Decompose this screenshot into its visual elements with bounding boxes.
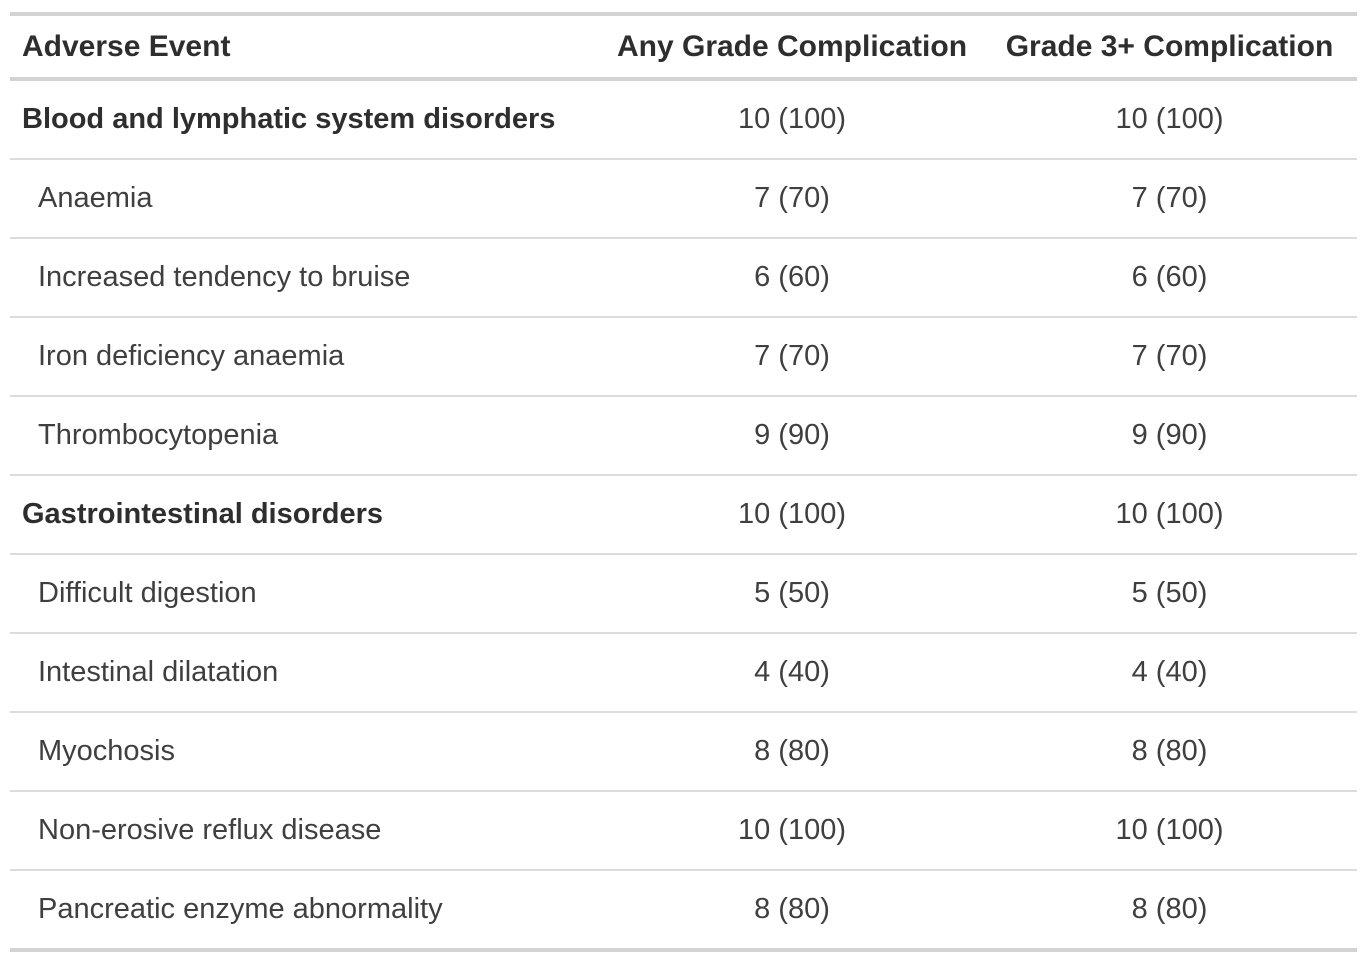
- table-header-row: [10, 12, 1357, 81]
- table-row: [10, 555, 1357, 634]
- any-grade-cell: 10 (100): [737, 102, 846, 135]
- any-grade-cell: 7 (70): [754, 181, 830, 214]
- column-header-adverse-event: Adverse Event: [22, 30, 231, 63]
- table-row: [10, 160, 1357, 239]
- table-row-group: [10, 476, 1357, 555]
- grade3-cell: 10 (100): [1115, 102, 1224, 135]
- any-grade-cell: 10 (100): [737, 813, 846, 846]
- grade3-cell: 8 (80): [1131, 892, 1208, 925]
- table-row: [10, 634, 1357, 713]
- adverse-events-table: [10, 12, 1357, 952]
- grade3-cell: 8 (80): [1131, 734, 1208, 767]
- adverse-event-cell: Pancreatic enzyme abnormality: [38, 892, 443, 925]
- table-row: [10, 239, 1357, 318]
- grade3-cell: 5 (50): [1131, 576, 1208, 609]
- adverse-event-cell: Gastrointestinal disorders: [22, 497, 383, 530]
- grade3-cell: 7 (70): [1131, 181, 1208, 214]
- any-grade-cell: 5 (50): [754, 576, 830, 609]
- column-header-any-grade: Any Grade Complication: [616, 30, 968, 63]
- table-row-group: [10, 81, 1357, 160]
- grade3-cell: 10 (100): [1115, 497, 1224, 530]
- column-header-grade3: Grade 3+ Complication: [1005, 30, 1334, 63]
- adverse-event-cell: Increased tendency to bruise: [38, 260, 411, 293]
- table-body: [10, 81, 1357, 952]
- table-row: [10, 397, 1357, 476]
- adverse-event-cell: Difficult digestion: [38, 576, 257, 609]
- adverse-event-cell: Thrombocytopenia: [38, 418, 279, 451]
- table-row: [10, 792, 1357, 871]
- table-row: [10, 318, 1357, 397]
- grade3-cell: 6 (60): [1131, 260, 1208, 293]
- adverse-event-cell: Iron deficiency anaemia: [38, 339, 345, 372]
- adverse-event-cell: Intestinal dilatation: [38, 655, 279, 688]
- grade3-cell: 9 (90): [1131, 418, 1208, 451]
- adverse-event-cell: Non-erosive reflux disease: [38, 813, 382, 846]
- table-row: [10, 713, 1357, 792]
- grade3-cell: 4 (40): [1131, 655, 1208, 688]
- grade3-cell: 7 (70): [1131, 339, 1208, 372]
- table-row: [10, 871, 1357, 948]
- any-grade-cell: 6 (60): [754, 260, 830, 293]
- adverse-event-cell: Myochosis: [38, 734, 175, 767]
- any-grade-cell: 9 (90): [754, 418, 830, 451]
- any-grade-cell: 4 (40): [754, 655, 830, 688]
- adverse-event-cell: Blood and lymphatic system disorders: [22, 102, 556, 135]
- any-grade-cell: 8 (80): [754, 734, 830, 767]
- any-grade-cell: 8 (80): [754, 892, 830, 925]
- grade3-cell: 10 (100): [1115, 813, 1224, 846]
- any-grade-cell: 7 (70): [754, 339, 830, 372]
- adverse-event-cell: Anaemia: [38, 181, 153, 214]
- any-grade-cell: 10 (100): [737, 497, 846, 530]
